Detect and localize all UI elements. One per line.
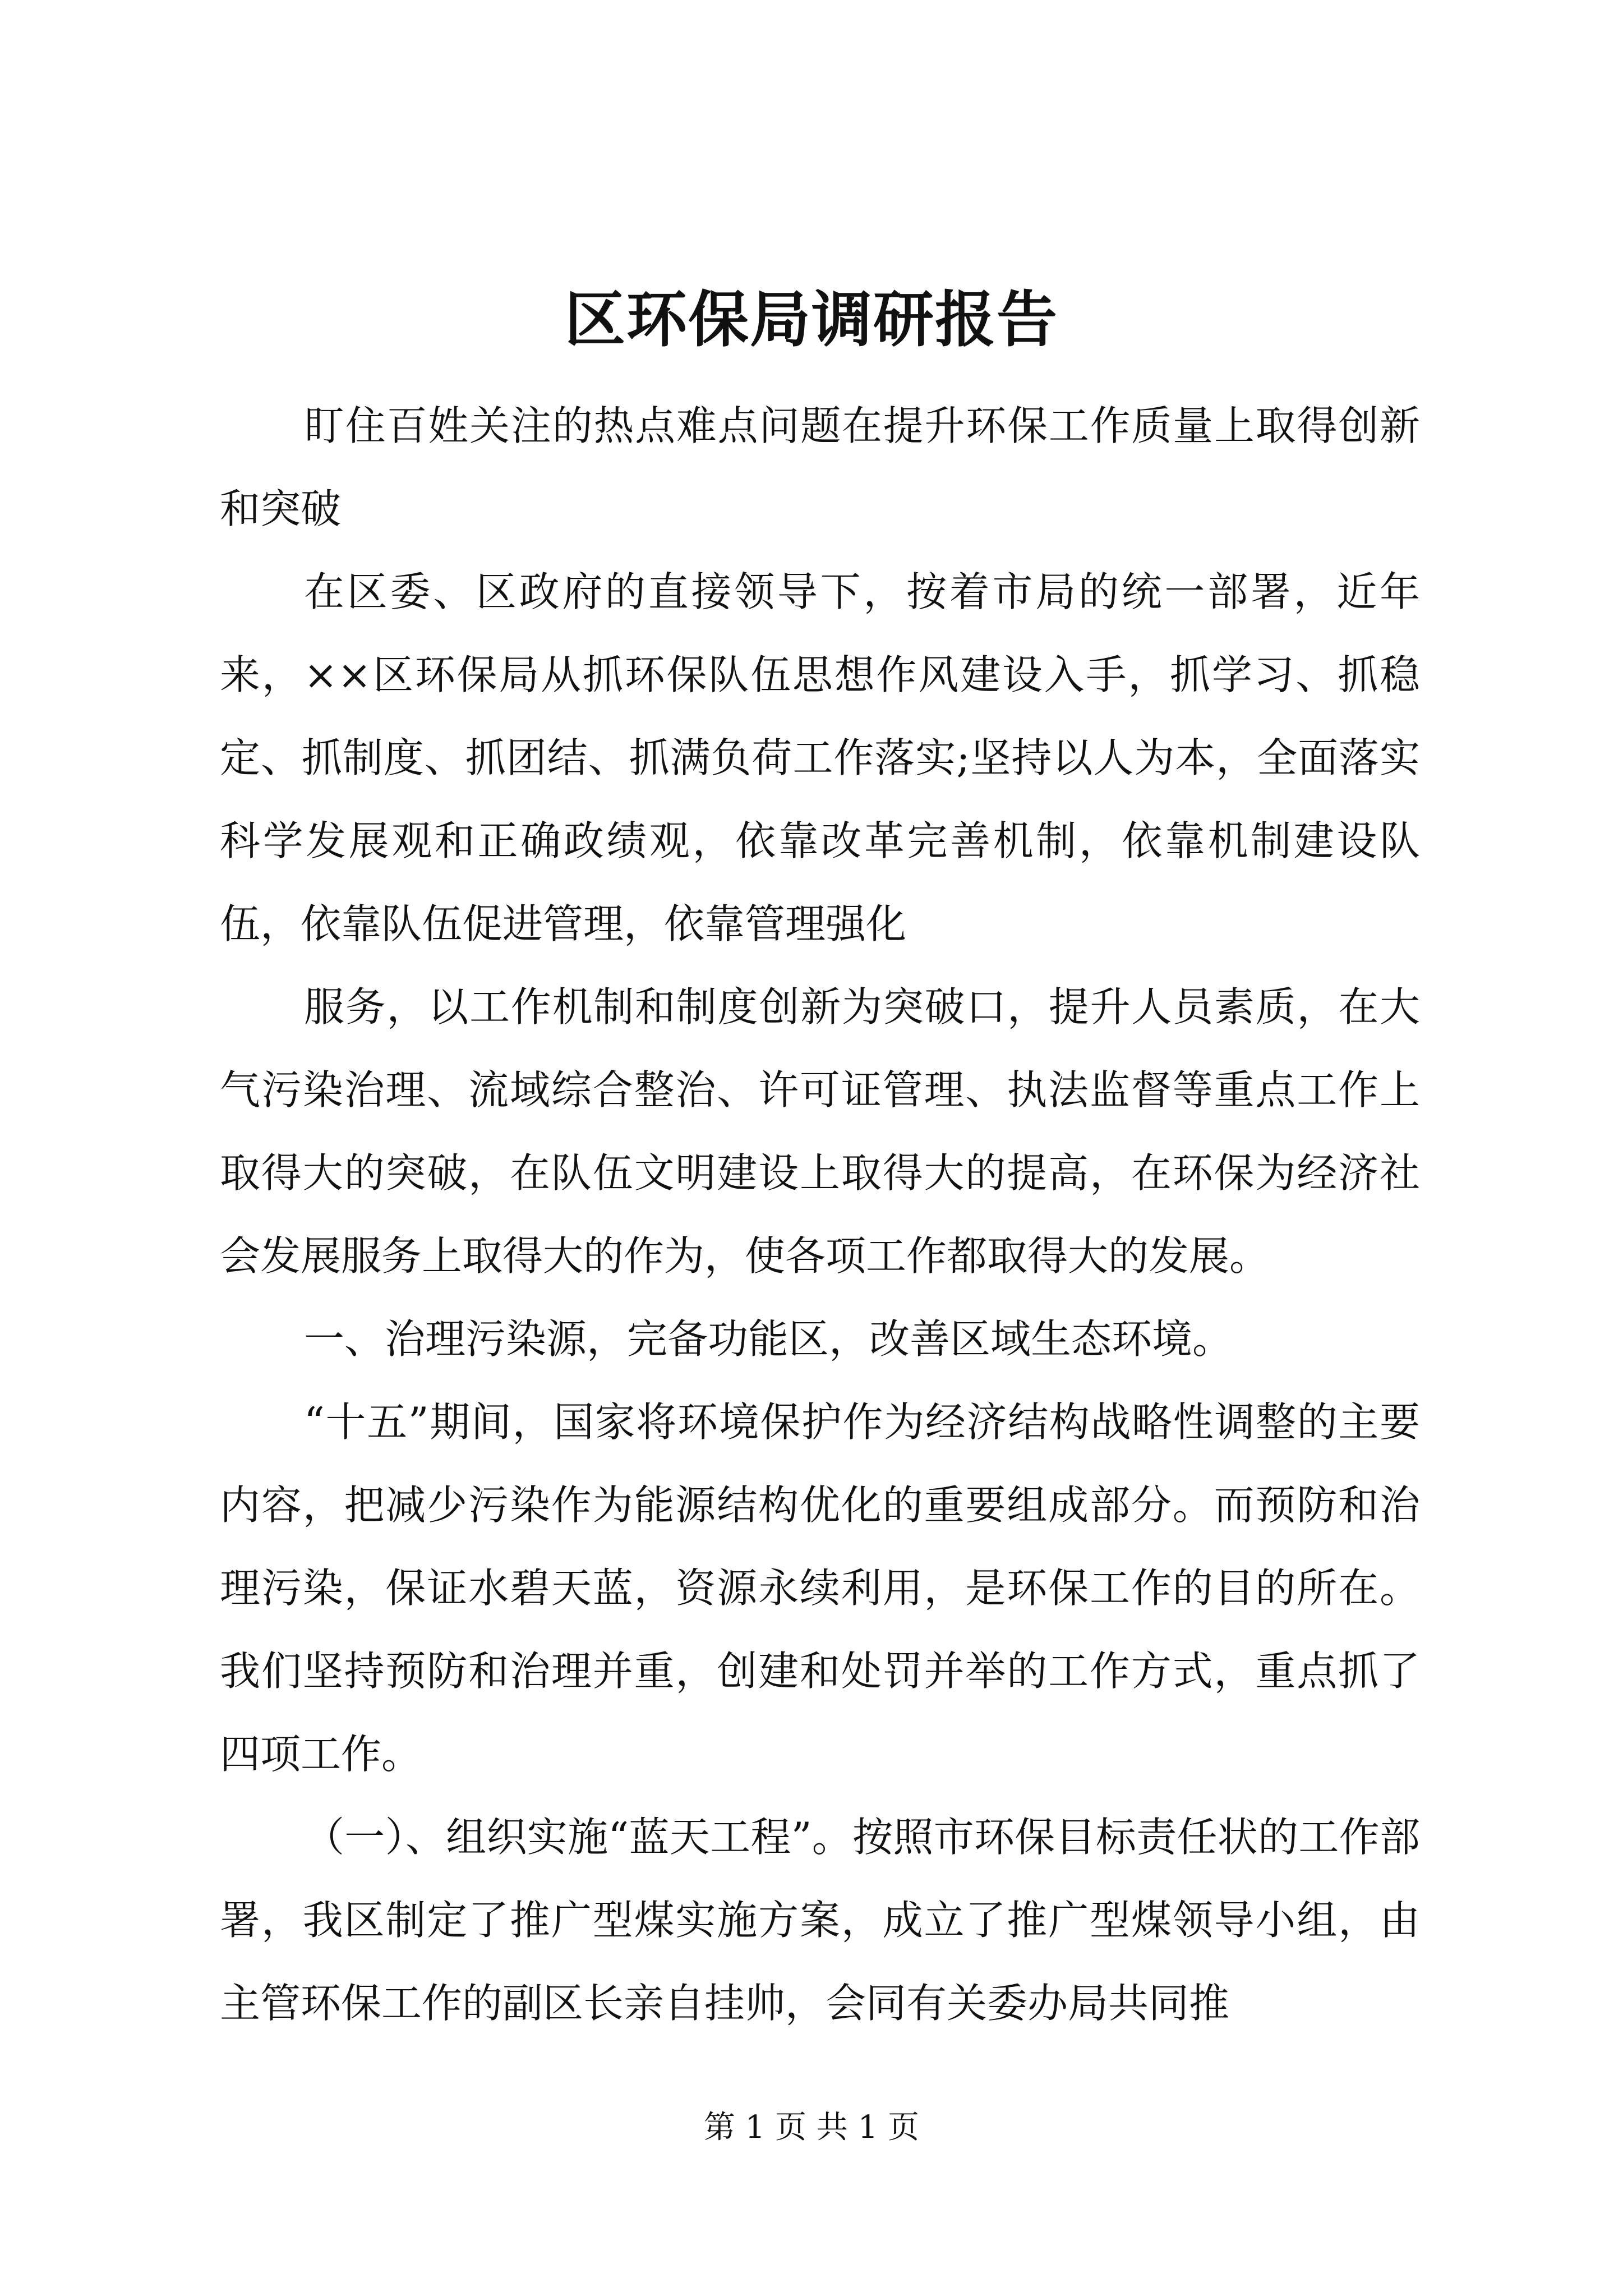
document-body bbox=[220, 384, 1420, 2045]
paragraph-subtitle: 盯住百姓关注的热点难点问题在提升环保工作质量上取得创新和突破 bbox=[220, 402, 1420, 532]
paragraph-4: （一）、组织实施“蓝天工程”。按照市环保目标责任状的工作部署，我区制定了推广型煤实施方案，成立了推广型煤领导小组，由主管环保工作的副区长亲自挂帅，会同有关委办局共同推 bbox=[220, 1814, 1420, 2027]
page-footer: 第 1 页 共 1 页 bbox=[703, 2109, 920, 2146]
paragraph-2: 服务，以工作机制和制度创新为突破口，提升人员素质，在大气污染治理、流域综合整治、许可证管理、执法监督等重点工作上取得大的突破，在队伍文明建设上取得大的提高，在环保为经济社会发展服务上取得大的作为，使各项工作都取得大的发展。 bbox=[220, 983, 1420, 1280]
section-heading-1: 一、治理污染源，完备功能区，改善区域生态环境。 bbox=[304, 1315, 1233, 1363]
paragraph-3: “十五”期间，国家将环境保护作为经济结构战略性调整的主要内容，把减少污染作为能源结构优化的重要组成部分。而预防和治理污染，保证水碧天蓝，资源永续利用，是环保工作的目的所在。我们坚持预防和治理并重，创建和处罚并举的工作方式，重点抓了四项工作。 bbox=[220, 1398, 1420, 1778]
paragraph-1: 在区委、区政府的直接领导下，按着市局的统一部署，近年来，××区环保局从抓环保队伍思想作风建设入手，抓学习、抓稳定、抓制度、抓团结、抓满负荷工作落实;坚持以人为本，全面落实科学发展观和正确政绩观，依靠改革完善机制，依靠机制建设队伍，依靠队伍促进管理，依靠管理强化 bbox=[220, 568, 1420, 947]
document-title: 区环保局调研报告 bbox=[564, 284, 1058, 355]
